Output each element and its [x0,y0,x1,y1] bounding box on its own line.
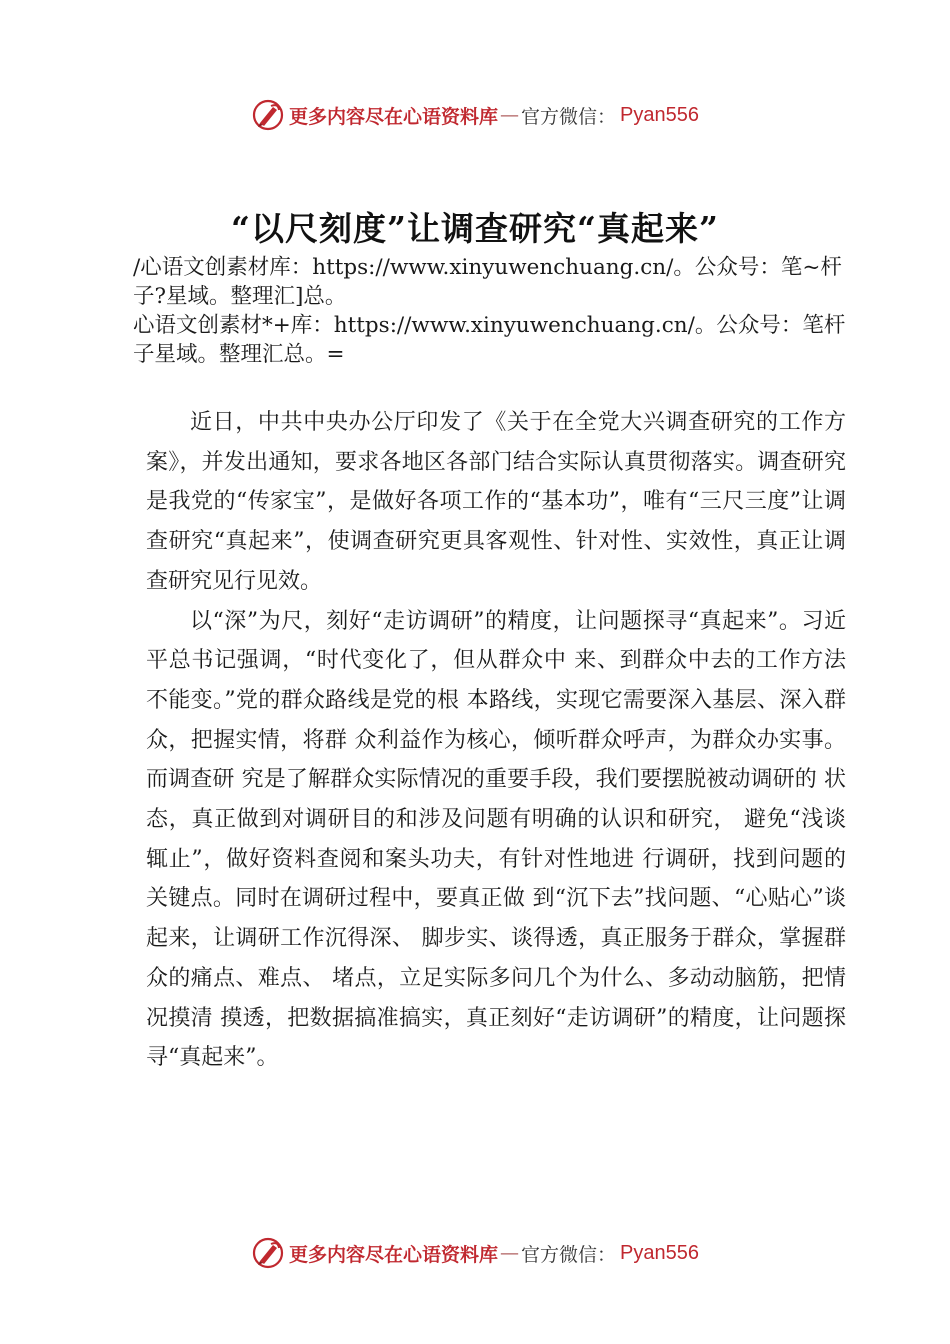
banner-wechat-id: Pyan556 [620,103,699,126]
footer-banner [0,1233,950,1273]
document-body [146,403,846,1078]
banner-wechat-label: 官方微信： [521,1243,617,1266]
banner-brand-text: 更多内容尽在心语资料库 [289,1243,499,1266]
banner-wechat-label: 官方微信： [521,105,617,128]
paragraph-2: 以“深”为尺，刻好“走访调研”的精度，让问题探寻“真起来”。习近平总书记强调，“时代变化了，但从群众中 来、到群众中去的工作方法不能变。”党的群众路线是党的根 本路线，实现它需要深入基层、深入群众，把握实情，将群 众利益作为核心，倾听群众呼声，为群众办实事。而调查研 究是了解群众实际情况的重要手段，我们要摆脱被动调研的 状态，真正做到对调研目的和涉及问题有明确的认识和研究， 避免“浅谈辄止”，做好资料查阅和案头功夫，有针对性地进 行调研，找到问题的关键点。同时在调研过程中，要真正做 到“沉下去”找问题、“心贴心”谈起来，让调研工作沉得深、 脚步实、谈得透，真正服务于群众，掌握群众的痛点、难点、 堵点，立足实际多问几个为什么、多动动脑筋，把情况摸清 摸透，把数据搞准搞实，真正刻好“走访调研”的精度，让问题探寻“真起来”。 [146,608,846,1071]
source-line-2: 心语文创素材*+库：https://www.xinyuwenchuang.cn/。公众号：笔杆子星域。整理汇总。= [133,313,846,367]
banner-wechat-id: Pyan556 [620,1241,699,1264]
pen-nib-logo-icon [251,98,285,132]
pen-nib-logo-icon [251,1236,285,1270]
banner-separator: — [500,1242,520,1264]
source-line-1: /心语文创素材库：https://www.xinyuwenchuang.cn/。公众号：笔~杆子?星域。整理汇]总。 [133,255,842,309]
header-banner [0,95,950,135]
banner-brand-text: 更多内容尽在心语资料库 [289,105,499,128]
paragraph-1: 近日，中共中央办公厅印发了《关于在全党大兴调查研究的工作方案》，并发出通知，要求各地区各部门结合实际认真贯彻落实。调查研究是我党的“传家宝”，是做好各项工作的“基本功”，唯有“三尺三度”让调查研究“真起来”，使调查研究更具客观性、针对性、实效性，真正让调查研究见行见效。 [146,410,846,594]
document-title: “以尺刻度”让调查研究“真起来” [231,209,719,248]
banner-separator: — [500,104,520,126]
